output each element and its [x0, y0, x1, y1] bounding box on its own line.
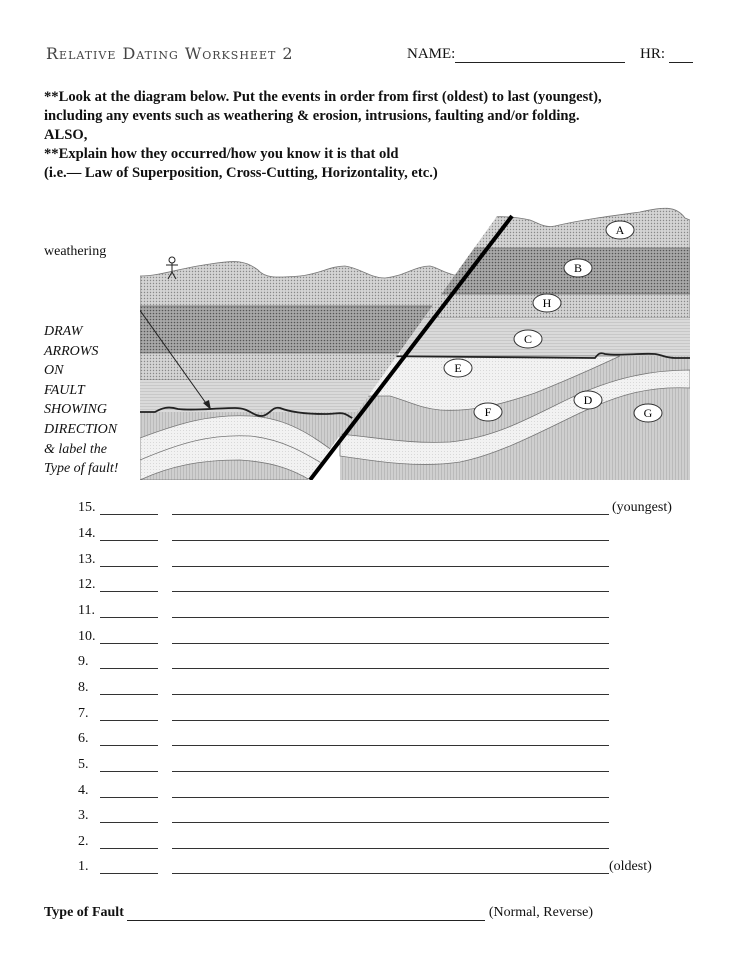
explanation-blank[interactable] — [172, 591, 609, 592]
explanation-blank[interactable] — [172, 617, 609, 618]
label-d — [574, 391, 602, 409]
letter-blank[interactable] — [100, 566, 158, 567]
explanation-blank[interactable] — [172, 668, 609, 669]
label-c — [514, 330, 542, 348]
instruction-word: ARROWS — [44, 343, 99, 359]
instruction-word: ON — [44, 363, 64, 379]
letter-blank[interactable] — [100, 514, 158, 515]
fault-type-label: Type of Fault — [44, 905, 124, 920]
fault-type-options-hint: (Normal, Reverse) — [488, 905, 594, 920]
letter-blank[interactable] — [100, 873, 158, 874]
svg-text:F: F — [484, 405, 492, 419]
worksheet-title: Relative Dating Worksheet 2 — [46, 44, 294, 63]
explanation-blank[interactable] — [172, 771, 609, 772]
explanation-blank[interactable] — [172, 797, 609, 798]
label-g — [634, 404, 662, 422]
instruction-word: FAULT — [44, 382, 85, 398]
explanation-blank[interactable] — [172, 873, 609, 874]
hr-field[interactable] — [640, 46, 693, 63]
instruction-line: ALSO, — [44, 127, 88, 143]
label-e — [444, 359, 472, 377]
letter-blank[interactable] — [100, 848, 158, 849]
explanation-blank[interactable] — [172, 822, 609, 823]
instruction-word: SHOWING — [44, 402, 107, 418]
instruction-line: (i.e.— Law of Superposition, Cross-Cutting, Horizontality, etc.) — [44, 165, 438, 181]
label-h — [533, 294, 561, 312]
svg-text:A: A — [615, 223, 625, 237]
svg-text:E: E — [454, 361, 462, 375]
explanation-blank[interactable] — [172, 540, 609, 541]
instruction-line: **Look at the diagram below. Put the events in order from first (oldest) to last (youngest), — [44, 89, 602, 105]
letter-blank[interactable] — [100, 617, 158, 618]
instruction-line: **Explain how they occurred/how you know it is that old — [44, 146, 399, 162]
instruction-word: DIRECTION — [44, 421, 118, 437]
fault-type-field[interactable] — [44, 905, 593, 921]
letter-blank[interactable] — [100, 822, 158, 823]
instruction-word: DRAW — [44, 324, 83, 339]
explanation-blank[interactable] — [172, 514, 609, 515]
explanation-blank[interactable] — [172, 643, 609, 644]
label-f — [474, 403, 502, 421]
geologic-cross-section[interactable] — [140, 198, 690, 480]
letter-blank[interactable] — [100, 771, 158, 772]
fault-arrow-instructions — [44, 322, 118, 479]
name-label: NAME: — [407, 46, 456, 62]
instructions — [44, 88, 724, 183]
explanation-blank[interactable] — [172, 745, 609, 746]
svg-text:B: B — [573, 261, 583, 275]
weathering-label: weathering — [44, 244, 107, 259]
letter-blank[interactable] — [100, 591, 158, 592]
name-blank[interactable] — [455, 62, 625, 63]
label-b — [564, 259, 592, 277]
hr-label: HR: — [640, 46, 666, 62]
label-a — [606, 221, 634, 239]
fault-type-blank[interactable] — [127, 920, 485, 921]
letter-blank[interactable] — [100, 540, 158, 541]
youngest-note: (youngest) — [612, 500, 672, 515]
explanation-blank[interactable] — [172, 720, 609, 721]
svg-text:H: H — [542, 296, 552, 310]
name-field[interactable] — [407, 46, 625, 63]
letter-blank[interactable] — [100, 720, 158, 721]
letter-blank[interactable] — [100, 797, 158, 798]
instruction-word: & label the — [44, 441, 107, 457]
svg-text:C: C — [523, 332, 533, 346]
explanation-blank[interactable] — [172, 694, 609, 695]
svg-text:D: D — [583, 393, 593, 407]
explanation-blank[interactable] — [172, 566, 609, 567]
letter-blank[interactable] — [100, 643, 158, 644]
letter-blank[interactable] — [100, 745, 158, 746]
hr-blank[interactable] — [669, 62, 693, 63]
instruction-line: including any events such as weathering & erosion, intrusions, faulting and/or folding. — [44, 108, 580, 124]
letter-blank[interactable] — [100, 668, 158, 669]
svg-text:G: G — [643, 406, 653, 420]
letter-blank[interactable] — [100, 694, 158, 695]
explanation-blank[interactable] — [172, 848, 609, 849]
instruction-word: Type of fault! — [44, 461, 119, 477]
oldest-note: (oldest) — [609, 859, 652, 874]
